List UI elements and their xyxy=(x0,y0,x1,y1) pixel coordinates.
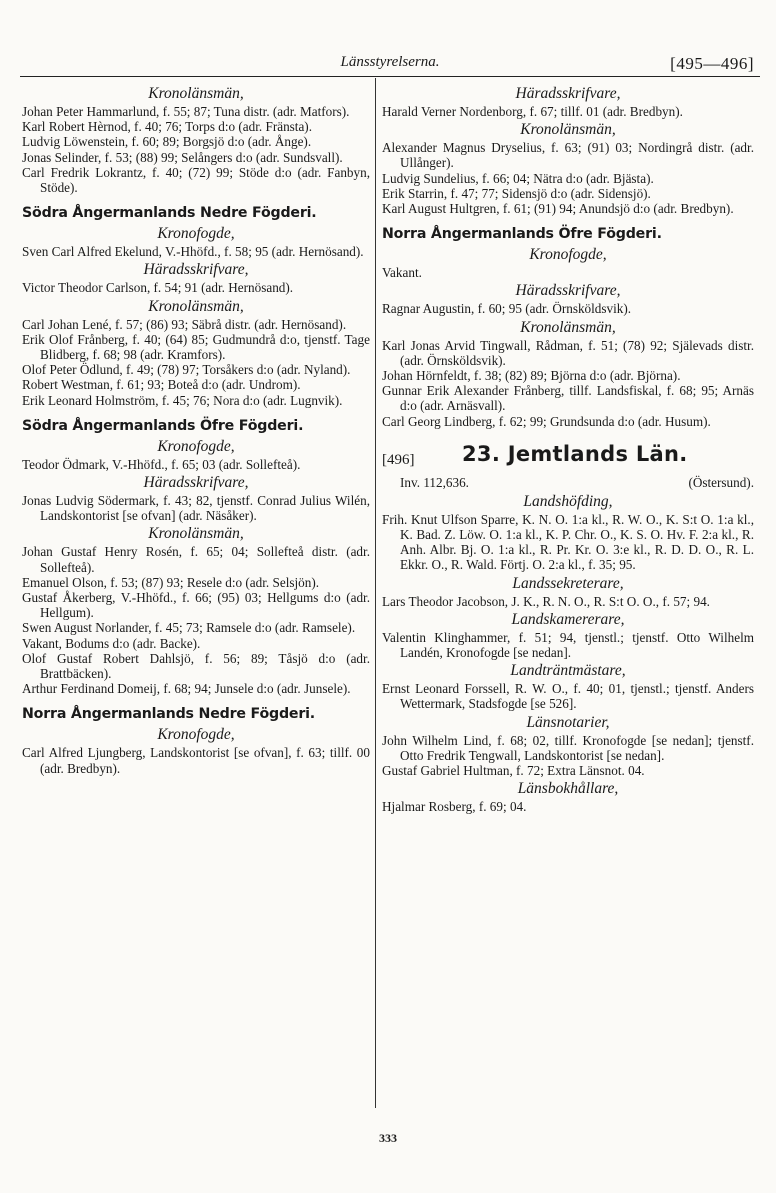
official-entry: Ragnar Augustin, f. 60; 95 (adr. Örnsköldsvik). xyxy=(382,301,632,317)
official-entry: Jonas Selinder, f. 53; (88) 99; Selångers d:o (adr. Sundsvall). xyxy=(22,149,343,165)
official-entry: Lars Theodor Jacobson, J. K., R. N. O., R. S:t O. O., f. 57; 94. xyxy=(382,593,710,609)
official-entry: Olof Peter Ödlund, f. 49; (78) 97; Torsåkers d:o (adr. Nyland). xyxy=(22,362,351,378)
office-heading: Häradsskrifvare, xyxy=(515,85,621,102)
official-entry: Arthur Ferdinand Domeij, f. 68; 94; Junsele d:o (adr. Junsele). xyxy=(22,681,351,697)
running-title: Länsstyrelserna. xyxy=(340,54,440,70)
office-heading: Häradsskrifvare, xyxy=(143,474,249,492)
official-entry: Swen August Norlander, f. 45; 73; Ramsele d:o (adr. Ramsele). xyxy=(22,620,356,636)
office-heading: Kronolänsmän, xyxy=(520,318,616,336)
office-heading: Landträntmästare, xyxy=(510,662,626,680)
official-entry: John Wilhelm Lind, f. 68; 02, tillf. Kronofogde [se nedan]; tjenstf. Otto Fredrik Tengwall, Landskontorist [se nedan]. xyxy=(382,732,754,763)
official-entry: Emanuel Olson, f. 53; (87) 93; Resele d:o (adr. Selsjön). xyxy=(22,574,320,590)
county-page-ref: [496] xyxy=(382,451,415,468)
office-heading: Kronofogde, xyxy=(157,726,235,744)
office-heading: Kronolänsmän, xyxy=(520,121,616,139)
office-heading: Länsbokhållare, xyxy=(517,780,619,798)
office-heading: Häradsskrifvare, xyxy=(143,261,249,279)
official-entry: Carl Fredrik Lokrantz, f. 40; (72) 99; Stöde d:o (adr. Fanbyn, Stöde). xyxy=(22,164,370,196)
official-entry: Vakant. xyxy=(382,265,422,281)
official-entry: Johan Peter Hammarlund, f. 55; 87; Tuna distr. (adr. Matfors). xyxy=(22,104,350,119)
official-entry: Carl Alfred Ljungberg, Landskontorist [se ofvan], f. 63; tillf. 00 (adr. Bredbyn). xyxy=(22,745,370,776)
official-entry: Robert Westman, f. 61; 93; Boteå d:o (adr. Undrom). xyxy=(22,377,301,393)
official-entry: Karl August Hultgren, f. 61; (91) 94; Anundsjö d:o (adr. Bredbyn). xyxy=(382,201,734,217)
official-entry: Valentin Klinghammer, f. 51; 94, tjenstl.; tjenstf. Otto Wilhelm Landén, Kronofogde [se nedan]. xyxy=(382,629,754,661)
district-heading: Södra Ångermanlands Nedre Fögderi. xyxy=(22,205,317,222)
left-column xyxy=(22,83,370,776)
district-heading: Norra Ångermanlands Nedre Fögderi. xyxy=(22,706,315,723)
district-heading: Norra Ångermanlands Öfre Fögderi. xyxy=(382,226,662,243)
official-entry: Johan Gustaf Henry Rosén, f. 65; 04; Sollefteå distr. (adr. Sollefteå). xyxy=(22,544,370,575)
office-heading: Landssekreterare, xyxy=(512,574,624,592)
official-entry: Olof Gustaf Robert Dahlsjö, f. 56; 89; Tåsjö d:o (adr. Brattbäcken). xyxy=(22,650,370,682)
office-heading: Kronofogde, xyxy=(157,225,235,243)
running-head xyxy=(22,52,758,76)
official-entry: Frih. Knut Ulfson Sparre, K. N. O. 1:a kl., R. W. O., K. S:t O. 1:a kl., K. Bad. Z. Löw. O. 1:a kl., K. P. Chr. O., K. S. O. Hv. F. 2:a kl., R. Anh. Albr. Bj. O. 1:a kl., R. Pr. Kr. O. 3:e kl., R. D. D. O., R. L. Ekkr. O., R. Wald. Förtj. O. 2:a kl., f. 35; 95. xyxy=(382,511,754,573)
official-entry: Erik Leonard Holmström, f. 45; 76; Nora d:o (adr. Lugnvik). xyxy=(22,392,343,408)
column-divider xyxy=(375,78,376,1108)
office-heading: Landskamererare, xyxy=(511,610,625,628)
official-entry: Ludvig Sundelius, f. 66; 04; Nätra d:o (adr. Bjästa). xyxy=(382,170,654,186)
official-entry: Hjalmar Rosberg, f. 69; 04. xyxy=(382,799,527,815)
page-number: 333 xyxy=(379,1131,397,1145)
official-entry: Harald Verner Nordenborg, f. 67; tillf. 01 (adr. Bredbyn). xyxy=(382,104,683,119)
official-entry: Vakant, Bodums d:o (adr. Backe). xyxy=(22,635,201,651)
official-entry: Carl Johan Lené, f. 57; (86) 93; Säbrå distr. (adr. Hernösand). xyxy=(22,316,347,332)
district-heading: Södra Ångermanlands Öfre Fögderi. xyxy=(22,417,304,434)
official-entry: Carl Georg Lindberg, f. 62; 99; Grundsunda d:o (adr. Husum). xyxy=(382,413,711,429)
official-entry: Ernst Leonard Forssell, R. W. O., f. 40; 01, tjenstl.; tjenstf. Anders Wettermark, Stadsfogde [se 526]. xyxy=(382,681,754,712)
page-range: [495—496] xyxy=(670,54,754,73)
official-entry: Ludvig Löwenstein, f. 60; 89; Borgsjö d:o (adr. Ånge). xyxy=(22,134,312,150)
office-heading: Kronofogde, xyxy=(157,437,235,455)
office-heading: Kronolänsmän, xyxy=(148,297,244,315)
official-entry: Gunnar Erik Alexander Frånberg, tillf. Landsfiskal, f. 68; 95; Arnäs d:o (adr. Arnäsvall). xyxy=(382,383,754,414)
official-entry: Victor Theodor Carlson, f. 54; 91 (adr. Hernösand). xyxy=(22,280,294,296)
office-heading: Landshöfding, xyxy=(523,492,613,510)
office-heading: Kronolänsmän, xyxy=(148,525,244,543)
official-entry: Teodor Ödmark, V.-Hhöfd., f. 65; 03 (adr. Sollefteå). xyxy=(22,456,301,472)
right-column xyxy=(382,83,754,814)
official-entry: Erik Starrin, f. 47; 77; Sidensjö d:o (adr. Sidensjö). xyxy=(382,185,651,201)
population-line xyxy=(382,475,754,491)
official-entry: Gustaf Åkerberg, V.-Hhöfd., f. 66; (95) 03; Hellgums d:o (adr. Hellgum). xyxy=(22,590,370,621)
official-entry: Karl Robert Hèrnod, f. 40; 76; Torps d:o (adr. Fränsta). xyxy=(22,119,313,135)
official-entry: Gustaf Gabriel Hultman, f. 72; Extra Länsnot. 04. xyxy=(382,763,645,779)
county-heading xyxy=(382,441,754,475)
office-heading: Länsnotarier, xyxy=(526,713,610,731)
official-entry: Karl Jonas Arvid Tingwall, Rådman, f. 51; (78) 92; Själevads distr. (adr. Örnsköldsvik). xyxy=(382,337,754,368)
official-entry: Jonas Ludvig Södermark, f. 43; 82, tjenstf. Conrad Julius Wilén, Landskontorist [se ofvan] (adr. Näsåker). xyxy=(22,493,370,524)
official-entry: Johan Hörnfeldt, f. 38; (82) 89; Björna d:o (adr. Björna). xyxy=(382,368,681,384)
population-count: Inv. 112,636. xyxy=(400,474,469,490)
office-heading: Häradsskrifvare, xyxy=(515,282,621,300)
county-seat: (Östersund). xyxy=(688,474,754,490)
county-title: 23. Jemtlands Län. xyxy=(462,441,688,466)
office-heading: Kronofogde, xyxy=(529,246,607,264)
office-heading: Kronolänsmän, xyxy=(148,85,244,102)
official-entry: Erik Olof Frånberg, f. 40; (64) 85; Gudmundrå d:o, tjenstf. Tage Blidberg, f. 68; 98 (adr. Kramfors). xyxy=(22,331,370,363)
official-entry: Sven Carl Alfred Ekelund, V.-Hhöfd., f. 58; 95 (adr. Hernösand). xyxy=(22,244,364,260)
official-entry: Alexander Magnus Dryselius, f. 63; (91) 03; Nordingrå distr. (adr. Ullånger). xyxy=(382,140,754,171)
header-rule xyxy=(20,76,760,77)
